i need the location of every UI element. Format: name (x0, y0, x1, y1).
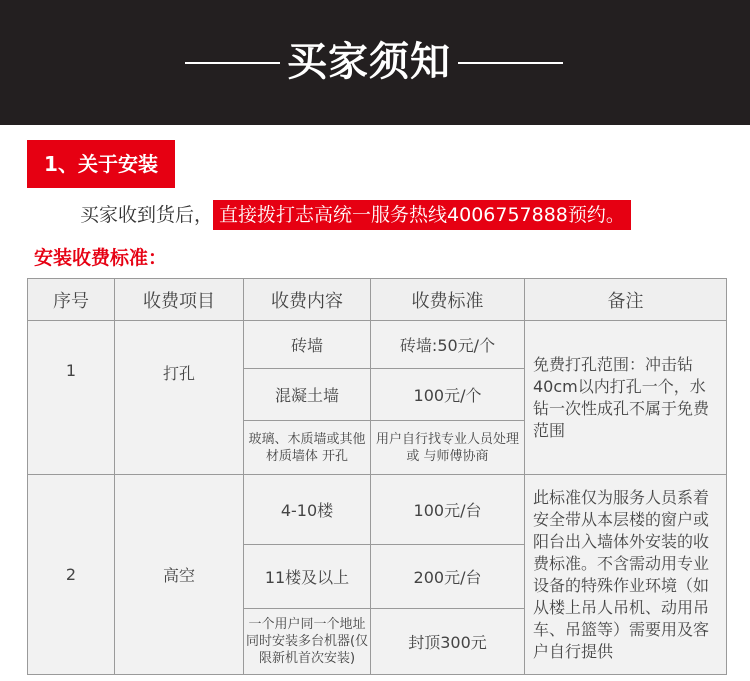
title-left-rule (185, 62, 280, 64)
header-cell-num: 序号 (28, 279, 115, 321)
header-cell-note: 备注 (525, 279, 727, 321)
install-intro (80, 199, 631, 231)
fee-price: 200元/台 (371, 545, 525, 609)
hotline-highlight: 直接拨打志高统一服务热线4006757888预约。 (213, 200, 631, 230)
table-row (28, 475, 727, 545)
fee-content: 玻璃、木质墙或其他材质墙体 开孔 (244, 421, 371, 475)
page-title: 买家须知 (287, 39, 451, 85)
header-cell-item: 收费项目 (115, 279, 244, 321)
fee-standard-title: 安装收费标准： (34, 247, 168, 269)
fee-table (27, 278, 727, 675)
header-cell-content: 收费内容 (244, 279, 371, 321)
section-heading-install: 1、关于安装 (27, 140, 175, 188)
intro-prefix: 买家收到货后， (80, 204, 214, 226)
table-row (28, 321, 727, 369)
fee-content: 砖墙 (244, 321, 371, 369)
title-right-rule (458, 62, 563, 64)
header-banner (0, 0, 750, 125)
fee-content: 4-10楼 (244, 475, 371, 545)
fee-price: 砖墙:50元/个 (371, 321, 525, 369)
fee-note: 此标准仅为服务人员系着安全带从本层楼的窗户或阳台出入墙体外安装的收费标准。不含需动用专业设备的特殊作业环境（如从楼上吊人吊机、动用吊车、吊篮等）需要用及客户自行提供 (525, 475, 727, 675)
fee-price: 100元/台 (371, 475, 525, 545)
row-number: 1 (28, 321, 115, 475)
fee-content: 11楼及以上 (244, 545, 371, 609)
header-cell-price: 收费标准 (371, 279, 525, 321)
fee-content: 混凝土墙 (244, 369, 371, 421)
fee-item: 打孔 (115, 321, 244, 475)
fee-content: 一个用户同一个地址同时安装多台机器(仅限新机首次安装) (244, 609, 371, 675)
table-header-row (28, 279, 727, 321)
fee-price: 用户自行找专业人员处理或 与师傅协商 (371, 421, 525, 475)
fee-note: 免费打孔范围：冲击钻40cm以内打孔一个，水钻一次性成孔不属于免费范围 (525, 321, 727, 475)
row-number: 2 (28, 475, 115, 675)
fee-item: 高空 (115, 475, 244, 675)
fee-price: 封顶300元 (371, 609, 525, 675)
fee-price: 100元/个 (371, 369, 525, 421)
